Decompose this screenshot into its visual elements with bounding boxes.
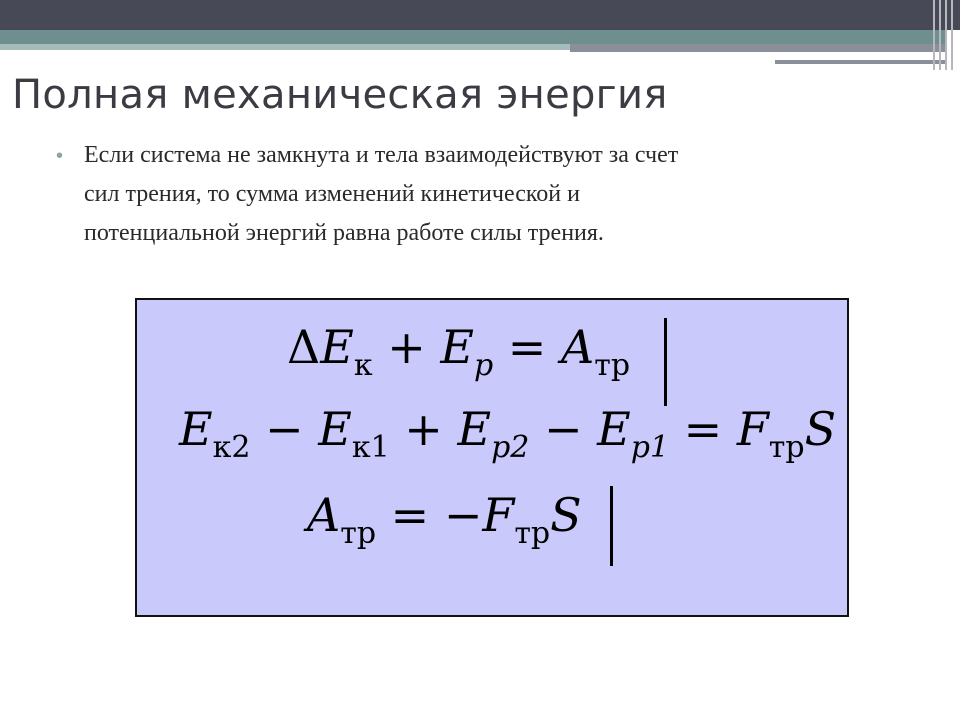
accent-band-light	[0, 44, 575, 50]
force-symbol: F	[482, 488, 515, 542]
bullet-line: потенциальной энергий равна работе силы трения.	[84, 220, 604, 246]
work-symbol: A	[307, 488, 341, 542]
equals-sign: =	[493, 320, 561, 374]
energy-symbol: E	[440, 320, 474, 374]
text-cursor	[610, 486, 613, 566]
formula-energy-difference	[179, 402, 836, 465]
bullet-text	[84, 136, 894, 253]
formula-friction-work	[307, 488, 582, 551]
equals-minus-sign: = −	[376, 488, 483, 542]
potential-subscript: p	[473, 348, 494, 383]
friction-subscript: тр	[768, 430, 805, 465]
kinetic-subscript: к	[353, 348, 373, 383]
kinetic1-subscript: к1	[351, 430, 390, 465]
formula-box	[135, 298, 849, 617]
energy-symbol: E	[179, 402, 213, 456]
energy-symbol: E	[457, 402, 492, 456]
formula-energy-change	[287, 320, 630, 383]
friction-subscript: тр	[594, 348, 631, 383]
equals-sign: =	[669, 402, 737, 456]
plus-sign: +	[389, 402, 458, 456]
energy-symbol: E	[320, 320, 354, 374]
decor-strip	[570, 44, 945, 52]
friction-subscript: тр	[514, 516, 551, 551]
slide-title: Полная механическая энергия	[12, 72, 668, 118]
potential2-subscript: p2	[491, 430, 530, 465]
text-cursor	[664, 318, 667, 406]
bullet-line: Если система не замкнута и тела взаимодействуют за счет	[84, 142, 679, 168]
accent-band	[0, 30, 945, 44]
plus-sign: +	[372, 320, 441, 374]
energy-symbol: E	[318, 402, 352, 456]
minus-sign: −	[529, 402, 598, 456]
force-symbol: F	[736, 402, 769, 456]
distance-symbol: S	[550, 488, 582, 542]
top-bar	[0, 0, 960, 30]
distance-symbol: S	[804, 402, 837, 456]
work-symbol: A	[560, 320, 595, 374]
decor-strip-thin	[775, 60, 945, 64]
bullet-marker: •	[56, 145, 64, 167]
delta-symbol: Δ	[287, 320, 321, 374]
friction-subscript: тр	[340, 516, 377, 551]
energy-symbol: E	[597, 402, 631, 456]
decor-vertical-lines	[930, 0, 960, 70]
potential1-subscript: p1	[630, 430, 670, 465]
bullet-line: сил трения, то сумма изменений кинетической и	[84, 181, 580, 207]
kinetic2-subscript: к2	[212, 430, 251, 465]
minus-sign: −	[250, 402, 319, 456]
